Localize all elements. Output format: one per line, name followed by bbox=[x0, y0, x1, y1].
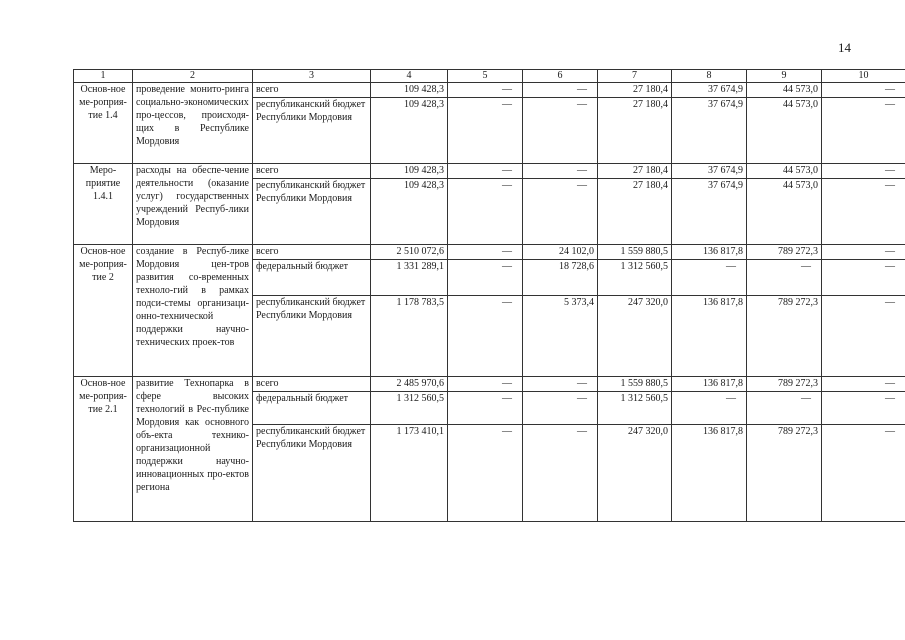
col-header: 5 bbox=[448, 70, 523, 83]
funding-source: федеральный бюджет bbox=[253, 392, 371, 425]
cell-value: 37 674,9 bbox=[672, 83, 747, 98]
activity-description: развитие Технопарка в сфере высоких технологий в Рес-публике Мордовия как основного объ-екта технико-организационной поддержки научно-инновационных про-ектов региона bbox=[133, 377, 253, 522]
cell-total: 109 428,3 bbox=[371, 98, 448, 164]
cell-value: 136 817,8 bbox=[672, 245, 747, 260]
cell-value: — bbox=[523, 179, 598, 245]
cell-total: 1 331 289,1 bbox=[371, 260, 448, 296]
page-number: 14 bbox=[838, 40, 851, 55]
cell-value: — bbox=[822, 245, 905, 260]
cell-value: 27 180,4 bbox=[598, 179, 672, 245]
funding-source: республиканский бюджет Республики Мордовия bbox=[253, 98, 371, 164]
col-header: 3 bbox=[253, 70, 371, 83]
cell-value: — bbox=[672, 260, 747, 296]
col-header: 2 bbox=[133, 70, 253, 83]
cell-value: 136 817,8 bbox=[672, 296, 747, 377]
cell-value: 247 320,0 bbox=[598, 296, 672, 377]
cell-value: — bbox=[747, 392, 822, 425]
activity-code: Основ-ное ме-роприя-тие 2.1 bbox=[74, 377, 133, 522]
cell-value: 44 573,0 bbox=[747, 83, 822, 98]
cell-total: 109 428,3 bbox=[371, 83, 448, 98]
table-row bbox=[74, 245, 905, 260]
col-header: 4 bbox=[371, 70, 448, 83]
cell-value: 44 573,0 bbox=[747, 179, 822, 245]
cell-value: — bbox=[672, 392, 747, 425]
cell-value: 44 573,0 bbox=[747, 98, 822, 164]
cell-value: — bbox=[822, 392, 905, 425]
cell-value: — bbox=[822, 164, 905, 179]
cell-value: 27 180,4 bbox=[598, 83, 672, 98]
col-header: 8 bbox=[672, 70, 747, 83]
cell-value: — bbox=[822, 260, 905, 296]
cell-total: 1 312 560,5 bbox=[371, 392, 448, 425]
col-header: 6 bbox=[523, 70, 598, 83]
cell-value: 37 674,9 bbox=[672, 164, 747, 179]
cell-value: — bbox=[448, 245, 523, 260]
cell-value: 247 320,0 bbox=[598, 425, 672, 522]
funding-source: республиканский бюджет Республики Мордовия bbox=[253, 296, 371, 377]
table-row bbox=[74, 377, 905, 392]
cell-value: — bbox=[448, 377, 523, 392]
cell-value: — bbox=[523, 425, 598, 522]
cell-value: 27 180,4 bbox=[598, 164, 672, 179]
cell-value: 789 272,3 bbox=[747, 425, 822, 522]
cell-value: — bbox=[448, 179, 523, 245]
cell-total: 109 428,3 bbox=[371, 179, 448, 245]
col-header: 10 bbox=[822, 70, 905, 83]
header-row bbox=[74, 70, 905, 83]
activity-code: Основ-ное ме-роприя-тие 1.4 bbox=[74, 83, 133, 164]
cell-value: — bbox=[523, 392, 598, 425]
cell-value: — bbox=[448, 98, 523, 164]
cell-value: — bbox=[448, 83, 523, 98]
cell-value: — bbox=[523, 377, 598, 392]
col-header: 1 bbox=[74, 70, 133, 83]
funding-source: федеральный бюджет bbox=[253, 260, 371, 296]
funding-source: республиканский бюджет Республики Мордовия bbox=[253, 425, 371, 522]
cell-value: 37 674,9 bbox=[672, 98, 747, 164]
program-funding-table bbox=[73, 69, 905, 522]
cell-value: — bbox=[448, 260, 523, 296]
cell-value: — bbox=[448, 425, 523, 522]
col-header: 9 bbox=[747, 70, 822, 83]
cell-value: — bbox=[822, 425, 905, 522]
activity-code: Основ-ное ме-роприя-тие 2 bbox=[74, 245, 133, 377]
cell-value: — bbox=[822, 98, 905, 164]
cell-total: 2 510 072,6 bbox=[371, 245, 448, 260]
cell-value: 1 312 560,5 bbox=[598, 260, 672, 296]
cell-total: 1 173 410,1 bbox=[371, 425, 448, 522]
cell-value: 37 674,9 bbox=[672, 179, 747, 245]
cell-total: 1 178 783,5 bbox=[371, 296, 448, 377]
funding-source: всего bbox=[253, 164, 371, 179]
cell-value: 136 817,8 bbox=[672, 425, 747, 522]
col-header: 7 bbox=[598, 70, 672, 83]
cell-value: — bbox=[523, 98, 598, 164]
cell-value: 1 559 880,5 bbox=[598, 377, 672, 392]
table-row bbox=[74, 164, 905, 179]
cell-value: — bbox=[822, 83, 905, 98]
cell-value: — bbox=[448, 392, 523, 425]
funding-source: всего bbox=[253, 245, 371, 260]
cell-value: — bbox=[747, 260, 822, 296]
cell-value: 18 728,6 bbox=[523, 260, 598, 296]
cell-value: — bbox=[523, 83, 598, 98]
activity-description: проведение монито-ринга социально-экономических про-цессов, происходя-щих в Республике Мордовия bbox=[133, 83, 253, 164]
cell-value: 1 312 560,5 bbox=[598, 392, 672, 425]
cell-value: 789 272,3 bbox=[747, 377, 822, 392]
cell-value: 1 559 880,5 bbox=[598, 245, 672, 260]
cell-value: 27 180,4 bbox=[598, 98, 672, 164]
cell-value: 44 573,0 bbox=[747, 164, 822, 179]
funding-source: всего bbox=[253, 83, 371, 98]
cell-value: — bbox=[448, 164, 523, 179]
activity-description: расходы на обеспе-чение деятельности (оказание услуг) государственных учреждений Респуб-лики Мордовия bbox=[133, 164, 253, 245]
table-row bbox=[74, 83, 905, 98]
cell-value: — bbox=[448, 296, 523, 377]
funding-source: всего bbox=[253, 377, 371, 392]
cell-value: 789 272,3 bbox=[747, 296, 822, 377]
cell-value: 136 817,8 bbox=[672, 377, 747, 392]
cell-value: — bbox=[822, 179, 905, 245]
cell-value: — bbox=[822, 296, 905, 377]
cell-total: 2 485 970,6 bbox=[371, 377, 448, 392]
activity-description: создание в Респуб-лике Мордовия цен-тров развития со-временных техноло-гий в рамках подси-стемы организаци-онно-технической поддержки научно-технических проек-тов bbox=[133, 245, 253, 377]
activity-code: Меро-приятие 1.4.1 bbox=[74, 164, 133, 245]
funding-source: республиканский бюджет Республики Мордовия bbox=[253, 179, 371, 245]
cell-value: 5 373,4 bbox=[523, 296, 598, 377]
cell-value: 24 102,0 bbox=[523, 245, 598, 260]
cell-value: 789 272,3 bbox=[747, 245, 822, 260]
cell-value: — bbox=[523, 164, 598, 179]
cell-value: — bbox=[822, 377, 905, 392]
cell-total: 109 428,3 bbox=[371, 164, 448, 179]
